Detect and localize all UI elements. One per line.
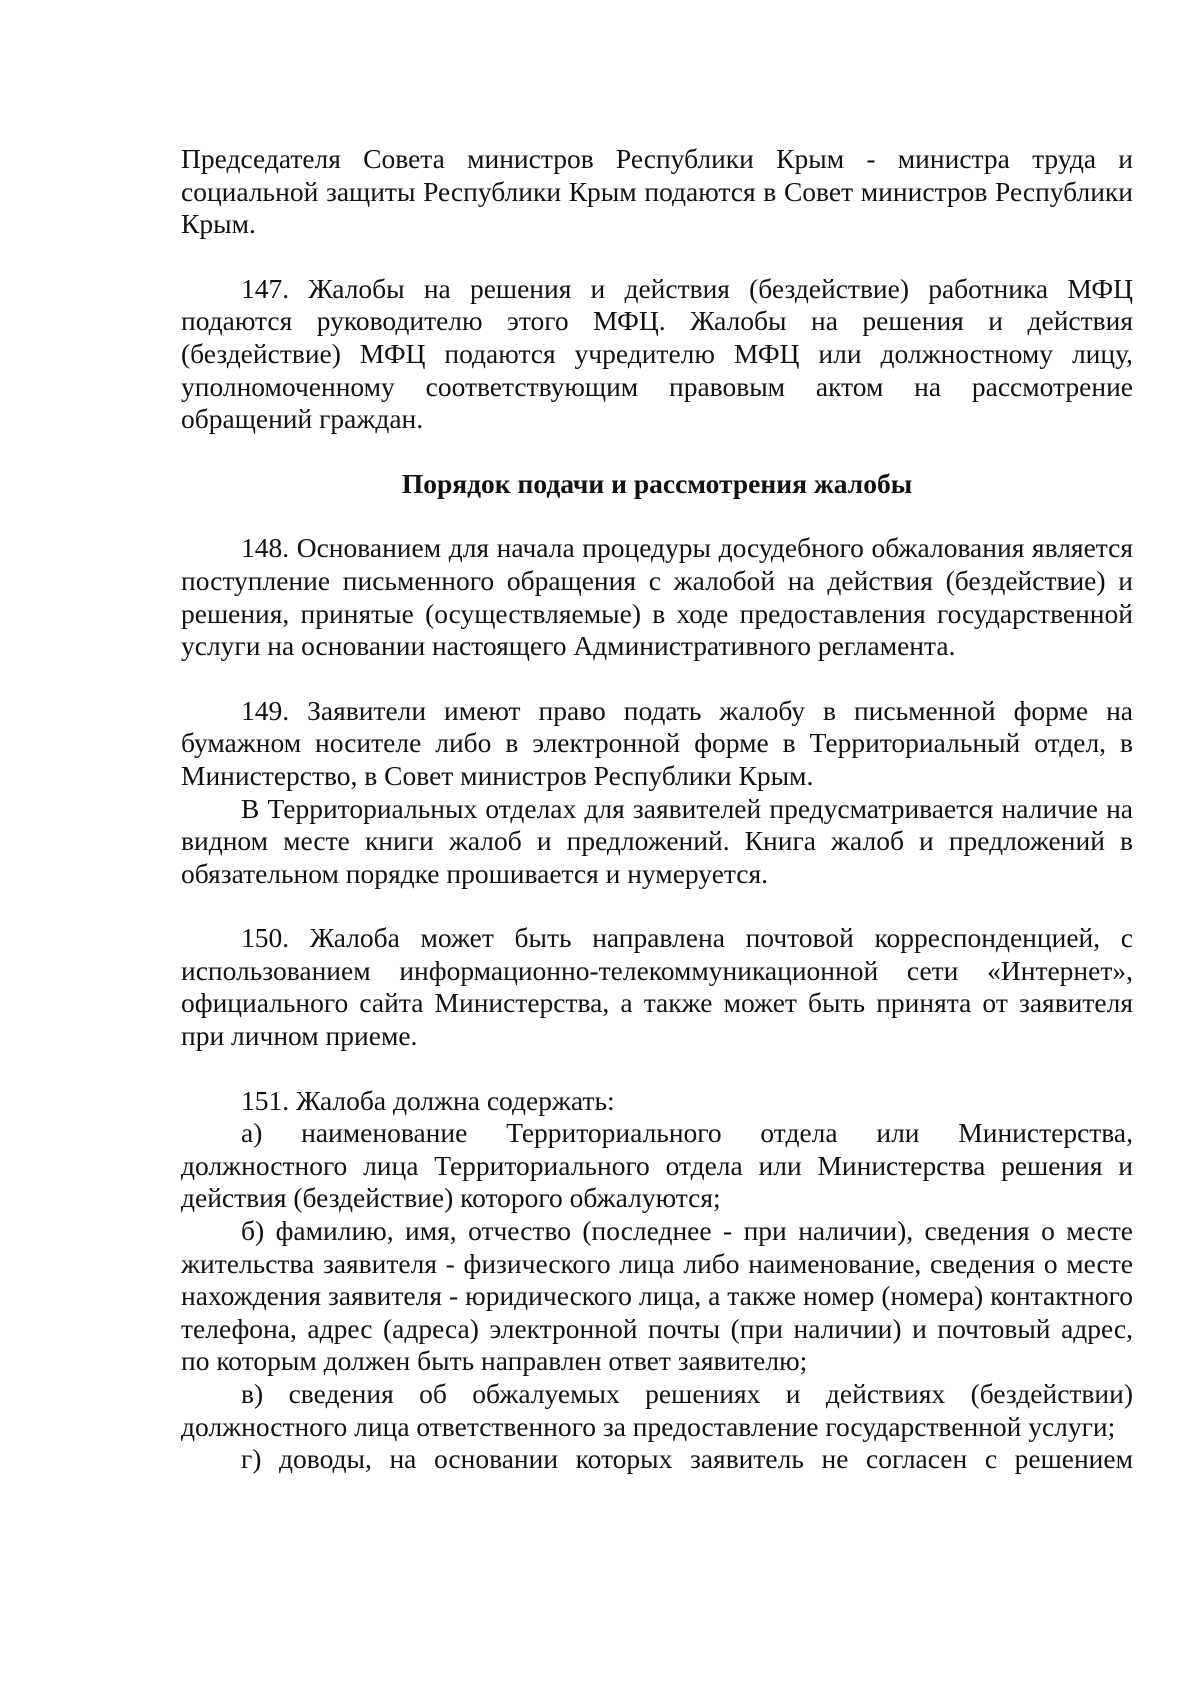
paragraph-148: 148. Основанием для начала процедуры досудебного обжалования является поступление письменного обращения с жалобой на действия (бездействие) и решения, принятые (осуществляемые) в ходе предоставления государственной услуги на основании настоящего Административного регламента.: [181, 532, 1133, 662]
paragraph-149: 149. Заявители имеют право подать жалобу в письменной форме на бумажном носителе либо в электронной форме в Территориальный отдел, в Министерство, в Совет министров Республики Крым.: [181, 694, 1133, 791]
paragraph-intro: Председателя Совета министров Республики Крым - министра труда и социальной защиты Республики Крым подаются в Совет министров Республики Крым.: [181, 143, 1133, 240]
list-item-151-a: а) наименование Территориального отдела или Министерства, должностного лица Территориального отдела или Министерства решения и действия (бездействие) которого обжалуются;: [181, 1117, 1133, 1214]
paragraph-151: 151. Жалоба должна содержать:: [241, 1084, 615, 1116]
list-item-151-b: б) фамилию, имя, отчество (последнее - при наличии), сведения о месте жительства заявителя - физического лица либо наименование, сведения о месте нахождения заявителя - юридического лица, а также номер (номера) контактного телефона, адрес (адреса) электронной почты (при наличии) и почтовый адрес, по которым должен быть направлен ответ заявителю;: [181, 1215, 1133, 1377]
paragraph-147: 147. Жалобы на решения и действия (бездействие) работника МФЦ подаются руководителю этого МФЦ. Жалобы на решения и действия (бездействие) МФЦ подаются учредителю МФЦ или должностному лицу, уполномоченному соответствующим правовым актом на рассмотрение обращений граждан.: [181, 272, 1133, 435]
document-page: [181, 143, 1133, 1476]
section-heading: Порядок подачи и рассмотрения жалобы: [401, 467, 913, 499]
paragraph-149-continued: В Территориальных отделах для заявителей предусматривается наличие на видном месте книги жалоб и предложений. Книга жалоб и предложений в обязательном порядке прошивается и нумеруется.: [181, 792, 1133, 889]
list-item-151-v: в) сведения об обжалуемых решениях и действиях (бездействии) должностного лица ответственного за предоставление государственной услуги;: [181, 1378, 1133, 1442]
list-item-151-g: г) доводы, на основании которых заявитель не согласен с решением: [241, 1443, 1133, 1475]
paragraph-150: 150. Жалоба может быть направлена почтовой корреспонденцией, с использованием информационно-телекоммуникационной сети «Интернет», официального сайта Министерства, а также может быть принята от заявителя при личном приеме.: [181, 922, 1133, 1052]
